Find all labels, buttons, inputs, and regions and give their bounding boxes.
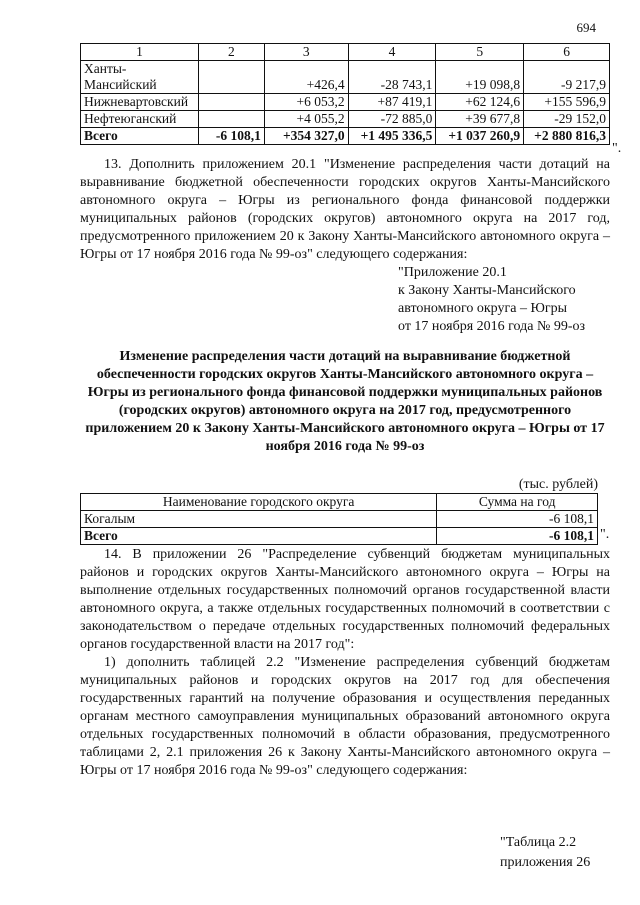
table-row — [81, 94, 610, 111]
paragraph-14-1: 1) дополнить таблицей 2.2 "Изменение распределения субвенций бюджетам муниципальных районов и городских округов на 2017 год для обеспечения государственных гарантий на получение образования и осуществления переданных органам местного самоуправления муниципальных образований автономного округа отдельных государственных полномочий в области образования, предусмотренного таблицами 2, 2.1 приложения 26 к Закону Ханты-Мансийского автономного округа – Югры от 17 ноября 2016 года № 99-оз" следующего содержания: — [80, 655, 610, 778]
attachment-line: к Закону Ханты-Мансийского — [398, 283, 576, 298]
page-number: 694 — [576, 20, 596, 35]
cell-col5: +39 677,8 — [436, 111, 524, 128]
section-heading: Изменение распределения части дотаций на выравнивание бюджетной обеспеченности городских округов Ханты-Мансийского автономного округа – Югры из регионального фонда финансовой поддержки муниципальных районов (городских округов) автономного округа на 2017 год, предусмотренного приложением 20 к Закону Ханты-Мансийского автономного округа – Югры от 17 ноября 2016 года № 99-оз — [85, 349, 605, 454]
header-cell: 4 — [348, 44, 436, 61]
total-sum: -6 108,1 — [437, 528, 598, 545]
table2-closing-quote: ". — [600, 527, 610, 542]
attachment-reference — [398, 264, 585, 336]
table-reference-line: "Таблица 2.2 — [500, 835, 577, 850]
table-header-row — [81, 494, 598, 511]
table-row — [81, 511, 598, 528]
header-cell: 3 — [264, 44, 348, 61]
table-reference-line: приложения 26 — [500, 855, 591, 870]
header-cell: 1 — [81, 44, 199, 61]
cell-col2 — [198, 111, 264, 128]
district-name: Ханты-Мансийский — [81, 61, 199, 94]
total-col5: +1 037 260,9 — [436, 128, 524, 145]
total-label: Всего — [81, 528, 437, 545]
table-total-row — [81, 128, 610, 145]
cell-col3: +6 053,2 — [264, 94, 348, 111]
cell-col2 — [198, 61, 264, 94]
table-row — [81, 111, 610, 128]
attachment-line: автономного округа – Югры — [398, 301, 567, 316]
total-col4: +1 495 336,5 — [348, 128, 436, 145]
paragraph-14: 14. В приложении 26 "Распределение субвенций бюджетам муниципальных районов и городских округов Ханты-Мансийского автономного округа – Югры на выполнение отдельных государственных полномочий органов государственной власти автономного округа, а также отдельных государственных полномочий в соответствии с законодательством о передаче отдельных государственных полномочий федеральных органов государственной власти на 2017 год": — [80, 547, 610, 652]
total-col2: -6 108,1 — [198, 128, 264, 145]
total-col6: +2 880 816,3 — [524, 128, 610, 145]
table-reference — [500, 833, 590, 873]
sum-cell: -6 108,1 — [437, 511, 598, 528]
header-cell: Наименование городского округа — [81, 494, 437, 511]
units-label: (тыс. рублей) — [518, 477, 598, 492]
attachment-line: от 17 ноября 2016 года № 99-оз — [398, 319, 586, 334]
cell-col3: +426,4 — [264, 61, 348, 94]
cell-col4: -72 885,0 — [348, 111, 436, 128]
district-name: Нижневартовский — [81, 94, 199, 111]
header-cell: Сумма на год — [437, 494, 598, 511]
paragraph-13: 13. Дополнить приложением 20.1 "Изменение распределения части дотаций на выравнивание бюджетной обеспеченности городских округов Ханты-Мансийского автономного округа – Югры из регионального фонда финансовой поддержки муниципальных районов (городских округов) автономного округа на 2017 год, предусмотренного приложением 20 к Закону Ханты-Мансийского автономного округа – Югры от 17 ноября 2016 года № 99-оз" следующего содержания: — [80, 157, 610, 262]
header-cell: 2 — [198, 44, 264, 61]
attachment-line: "Приложение 20.1 — [398, 265, 507, 280]
kogalym-table — [80, 493, 598, 545]
cell-col5: +62 124,6 — [436, 94, 524, 111]
district-name: Когалым — [81, 511, 437, 528]
header-cell: 5 — [436, 44, 524, 61]
total-label: Всего — [81, 128, 199, 145]
cell-col4: -28 743,1 — [348, 61, 436, 94]
cell-col5: +19 098,8 — [436, 61, 524, 94]
cell-col6: -9 217,9 — [524, 61, 610, 94]
table-header-row — [81, 44, 610, 61]
table1-closing-quote: ". — [612, 141, 622, 156]
table-row — [81, 61, 610, 94]
dotation-table — [80, 43, 610, 145]
cell-col3: +4 055,2 — [264, 111, 348, 128]
cell-col4: +87 419,1 — [348, 94, 436, 111]
table-total-row — [81, 528, 598, 545]
district-name: Нефтеюганский — [81, 111, 199, 128]
header-cell: 6 — [524, 44, 610, 61]
cell-col6: +155 596,9 — [524, 94, 610, 111]
cell-col2 — [198, 94, 264, 111]
cell-col6: -29 152,0 — [524, 111, 610, 128]
total-col3: +354 327,0 — [264, 128, 348, 145]
